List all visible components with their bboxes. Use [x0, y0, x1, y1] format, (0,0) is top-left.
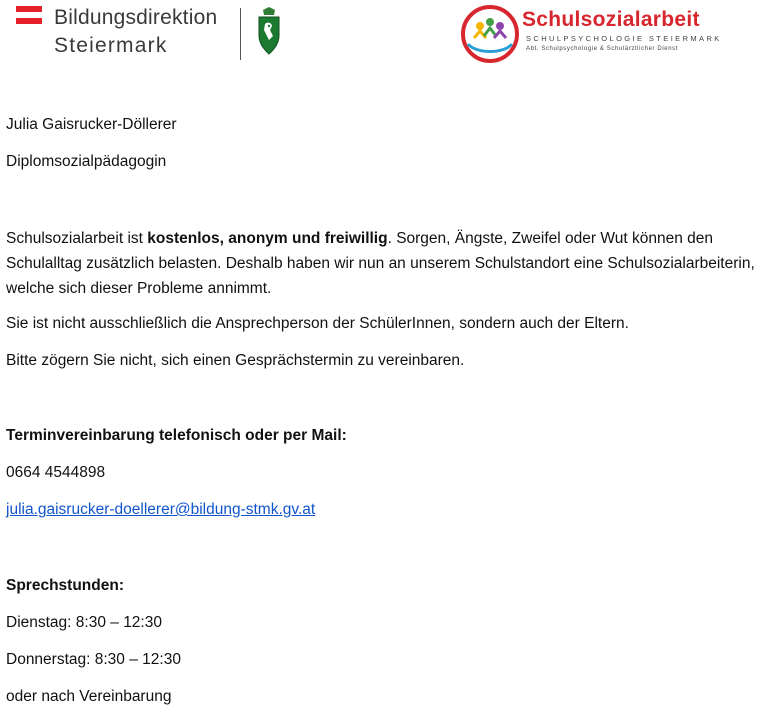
email-link[interactable]: julia.gaisrucker-doellerer@bildung-stmk.gv.at [6, 501, 316, 518]
intro-bold-text: kostenlos, anonym und freiwillig [147, 230, 388, 247]
hours-heading: Sprechstunden: [6, 577, 124, 594]
logo-title: Schulsozialarbeit [522, 8, 700, 31]
header [0, 0, 770, 70]
person-name: Julia Gaisrucker-Döllerer [6, 116, 177, 133]
bildungsdirektion-logo [16, 6, 296, 62]
intro-text-end: . Sorgen, Ängste, Zweifel oder Wut können den Schulalltag zusätzlich belasten. Deshalb haben wir nun an unserem Schulstandort eine Schulsozialarbeiterin, welche sich dieser Probleme annimmt. [6, 230, 755, 297]
intro-text-start: Schulsozialarbeit ist [6, 230, 148, 247]
intro-paragraph [6, 226, 762, 301]
schulsozialarbeit-logo [460, 4, 760, 64]
austria-flag-icon [16, 6, 42, 24]
paragraph-2: Sie ist nicht ausschließlich die Ansprechperson der SchülerInnen, sondern auch der Eltern. [6, 315, 629, 332]
logo-subtitle: SCHULPSYCHOLOGIE STEIERMARK [526, 34, 722, 43]
hours-item: Donnerstag: 8:30 – 12:30 [6, 651, 181, 668]
hours-item: Dienstag: 8:30 – 12:30 [6, 614, 162, 631]
contact-heading: Terminvereinbarung telefonisch oder per Mail: [6, 427, 347, 444]
hours-item: oder nach Vereinbarung [6, 688, 172, 705]
logo-line1: Bildungsdirektion [54, 6, 218, 29]
styria-crest-icon [257, 6, 281, 56]
logo-divider [240, 8, 241, 60]
paragraph-3: Bitte zögern Sie nicht, sich einen Gesprächstermin zu vereinbaren. [6, 352, 465, 369]
logo-department: Abt. Schulpsychologie & Schulärztlicher Dienst [526, 46, 678, 52]
logo-line2: Steiermark [54, 34, 168, 57]
person-title: Diplomsozialpädagogin [6, 153, 167, 170]
phone-number: 0664 4544898 [6, 464, 106, 481]
people-emblem-icon [460, 4, 520, 64]
